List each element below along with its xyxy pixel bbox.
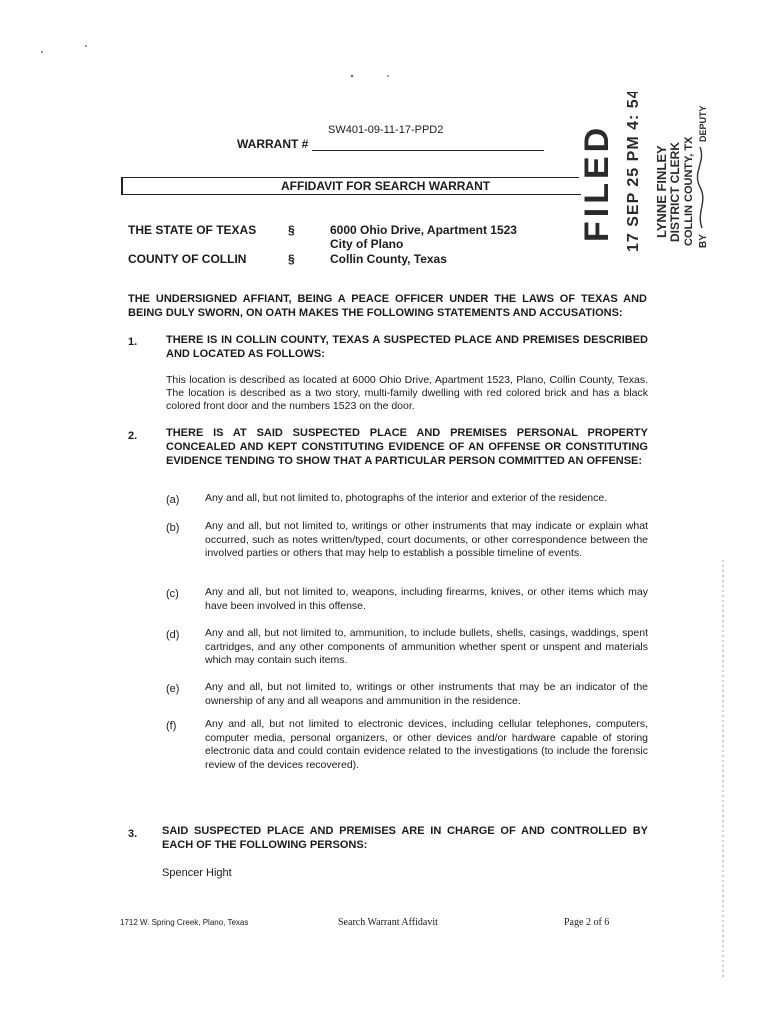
item-b-letter: (b) bbox=[166, 522, 180, 534]
county-label: COUNTY OF COLLIN bbox=[128, 252, 247, 266]
stamp-signature bbox=[697, 147, 702, 228]
address-line-1: 6000 Ohio Drive, Apartment 1523 bbox=[330, 223, 517, 237]
document-title: AFFIDAVIT FOR SEARCH WARRANT bbox=[281, 179, 491, 193]
item-a-text: Any and all, but not limited to, photographs of the interior and exterior of the residence. bbox=[205, 492, 608, 504]
scan-edge-artifacts bbox=[718, 560, 728, 980]
intro-statement: THE UNDERSIGNED AFFIANT, BEING A PEACE OFFICER UNDER THE LAWS OF TEXAS AND BEING DULY SWORN, ON OATH MAKES THE FOLLOWING STATEMENTS AND ACCUSATIONS: bbox=[128, 293, 647, 319]
section-3-number: 3. bbox=[128, 828, 138, 840]
section-2-number: 2. bbox=[128, 430, 138, 442]
warrant-underline bbox=[312, 150, 544, 151]
item-e-letter: (e) bbox=[166, 683, 180, 695]
section-3-heading: SAID SUSPECTED PLACE AND PREMISES ARE IN CHARGE OF AND CONTROLLED BY EACH OF THE FOLLOWING PERSONS: bbox=[162, 825, 648, 851]
item-e-text: Any and all, but not limited to, writings or other instruments that may be an indicator of the ownership of any and all weapons and ammunition in the residence. bbox=[205, 681, 648, 707]
item-d-text: Any and all, but not limited to, ammunition, to include bullets, shells, casings, waddings, spent cartridges, and any other components of ammunition whether spent or unspent and materials which may contain such items. bbox=[205, 627, 648, 666]
filed-stamp bbox=[568, 92, 748, 262]
item-c-letter: (c) bbox=[166, 588, 179, 600]
section-1-heading: THERE IS IN COLLIN COUNTY, TEXAS A SUSPECTED PLACE AND PREMISES DESCRIBED AND LOCATED AS FOLLOWS: bbox=[166, 334, 648, 360]
footer-address: 1712 W. Spring Creek, Plano, Texas bbox=[120, 918, 249, 927]
stamp-date: 17 SEP 25 PM 4: 54 bbox=[625, 92, 642, 252]
controlling-person: Spencer Hight bbox=[162, 867, 232, 879]
item-a-letter: (a) bbox=[166, 494, 180, 506]
item-f-letter: (f) bbox=[166, 720, 177, 732]
section-symbol: § bbox=[288, 223, 295, 237]
stamp-graphic bbox=[568, 92, 748, 262]
warrant-label: WARRANT # bbox=[237, 137, 309, 151]
section-1-body: This location is described as located at 6000 Ohio Drive, Apartment 1523, Plano, Collin County, Texas. The location is described as a two story, multi-family dwelling with red colored brick and has a black colored front door and the numbers 1523 on the door. bbox=[166, 374, 648, 412]
scan-artifacts bbox=[0, 0, 768, 90]
item-f-text: Any and all, but not limited to electronic devices, including cellular telephones, computers, computer media, personal organizers, or other devices and/or hardware capable of storing electronic data and could contain evidence related to the investigations (to include the forensic review of the devices recovered). bbox=[205, 718, 648, 771]
section-2-heading: THERE IS AT SAID SUSPECTED PLACE AND PREMISES PERSONAL PROPERTY CONCEALED AND KEPT CONSTITUTING EVIDENCE OF AN OFFENSE OR CONSTITUTING EVIDENCE TENDING TO SHOW THAT A PARTICULAR PERSON COMMITTED AN OFFENSE: bbox=[166, 427, 648, 467]
title-box-underline bbox=[121, 194, 581, 195]
stamp-clerk-title: DISTRICT CLERK bbox=[668, 142, 682, 242]
section-1-number: 1. bbox=[128, 336, 138, 348]
footer-document-name: Search Warrant Affidavit bbox=[338, 917, 438, 928]
stamp-deputy: DEPUTY bbox=[698, 105, 708, 142]
item-d-letter: (d) bbox=[166, 629, 180, 641]
item-c-text: Any and all, but not limited to, weapons, including firearms, knives, or other items which may have been involved in this offense. bbox=[205, 586, 648, 612]
footer-page-number: Page 2 of 6 bbox=[564, 917, 610, 928]
stamp-clerk-county: COLLIN COUNTY, TX bbox=[683, 136, 695, 246]
warrant-number: SW401-09-11-17-PPD2 bbox=[328, 124, 444, 136]
stamp-clerk-name: LYNNE FINLEY bbox=[654, 145, 669, 238]
item-b-text: Any and all, but not limited to, writings or other instruments that may indicate or explain what occurred, such as notes written/typed, court documents, or other correspondence between the involved parties or others that may help to establish a possible timeline of events. bbox=[205, 520, 648, 559]
state-label: THE STATE OF TEXAS bbox=[128, 223, 257, 237]
address-line-2: City of Plano bbox=[330, 237, 404, 251]
stamp-by: BY bbox=[698, 234, 709, 248]
stamp-filed: FILED bbox=[578, 123, 616, 242]
section-symbol: § bbox=[288, 252, 295, 266]
address-line-3: Collin County, Texas bbox=[330, 252, 447, 266]
